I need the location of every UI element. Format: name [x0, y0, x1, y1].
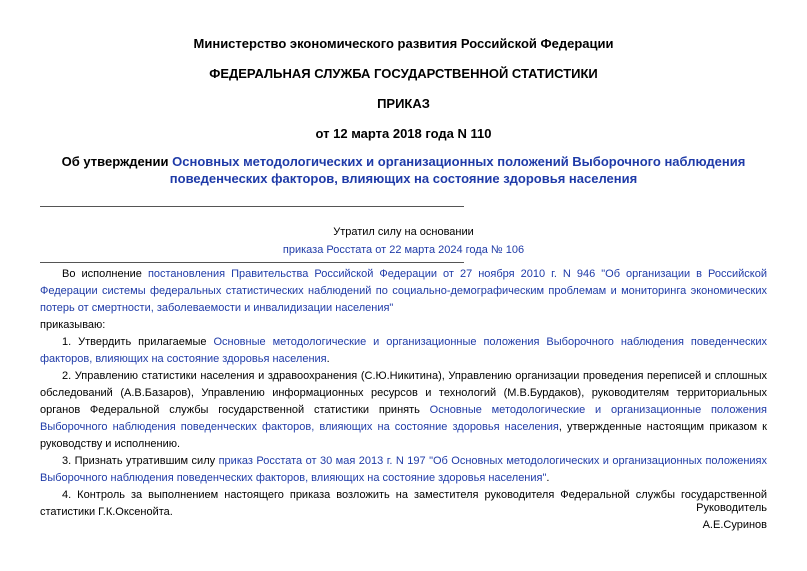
subject-prefix: Об утверждении	[61, 154, 173, 169]
signature-name: А.Е.Суринов	[702, 519, 767, 531]
document-date-number: от 12 марта 2018 года N 110	[315, 126, 492, 141]
p2-prefix: 2. Управлению статистики населения и здравоохранения (С.Ю.Никитина), Управлению организации проведения переписей и сплошных обследований (А.В.Базаров), Управлению информационных ресурсов и технологий (М.В.Бурдаков), руководителям территориальных органов Федеральной службы государственной статистики принять	[40, 370, 767, 416]
paragraph-4	[40, 487, 767, 521]
lost-force-text: Утратил силу на основании	[333, 226, 474, 238]
order-word: приказываю:	[40, 319, 106, 331]
order-body	[40, 266, 767, 521]
p3-prefix: 3. Признать утратившим силу	[62, 455, 219, 467]
paragraph-1	[40, 334, 767, 368]
intro-paragraph	[40, 266, 767, 317]
paragraph-2	[40, 368, 767, 453]
p4-text: 4. Контроль за выполнением настоящего приказа возложить на заместителя руководителя Федеральной службы государственной статистики Г.К.Оксенойта.	[40, 489, 767, 518]
p2-link[interactable]: Основные методологические и организационные положения Выборочного наблюдения поведенческих факторов, влияющих на состояние здоровья населения	[40, 404, 767, 433]
signature-block	[696, 500, 767, 534]
lost-force-link[interactable]: приказа Росстата от 22 марта 2024 года № 106	[282, 244, 525, 256]
p1-link[interactable]: Основные методологические и организационные положения Выборочного наблюдения поведенческих факторов, влияющих на состояние здоровья населения	[40, 336, 767, 365]
intro-link[interactable]: постановления Правительства Российской Федерации от 27 ноября 2010 г. N 946 "Об организации в Российской Федерации системы федеральных статистических наблюдений по социально-демографическим проблемам и мониторинга экономических потерь от смертности, заболеваемости и инвалидизации населения"	[40, 268, 767, 314]
p3-suffix: .	[546, 472, 550, 484]
agency-title: ФЕДЕРАЛЬНАЯ СЛУЖБА ГОСУДАРСТВЕННОЙ СТАТИСТИКИ	[209, 66, 598, 81]
document-type: ПРИКАЗ	[377, 96, 430, 111]
paragraph-3	[40, 453, 767, 487]
subject-link[interactable]: Основных методологических и организационных положений Выборочного наблюдения поведенческих факторов, влияющих на состояние здоровья населения	[169, 154, 746, 186]
p1-prefix: 1. Утвердить прилагаемые	[62, 336, 214, 348]
lost-force-notice	[40, 223, 767, 259]
divider-top	[40, 206, 464, 207]
p3-link[interactable]: приказ Росстата от 30 мая 2013 г. N 197 "Об Основных методологических и организационных положениях Выборочного наблюдения поведенческих факторов, влияющих на состояние здоровья населения"	[40, 455, 767, 484]
divider-bottom	[40, 262, 464, 263]
p1-suffix: .	[326, 353, 330, 365]
ministry-title: Министерство экономического развития Российской Федерации	[193, 36, 614, 51]
document-subject	[60, 153, 747, 187]
intro-prefix: Во исполнение	[62, 268, 148, 280]
p2-suffix: , утвержденные настоящим приказом к руководству и исполнению.	[40, 421, 767, 450]
signature-title: Руководитель	[696, 502, 767, 514]
